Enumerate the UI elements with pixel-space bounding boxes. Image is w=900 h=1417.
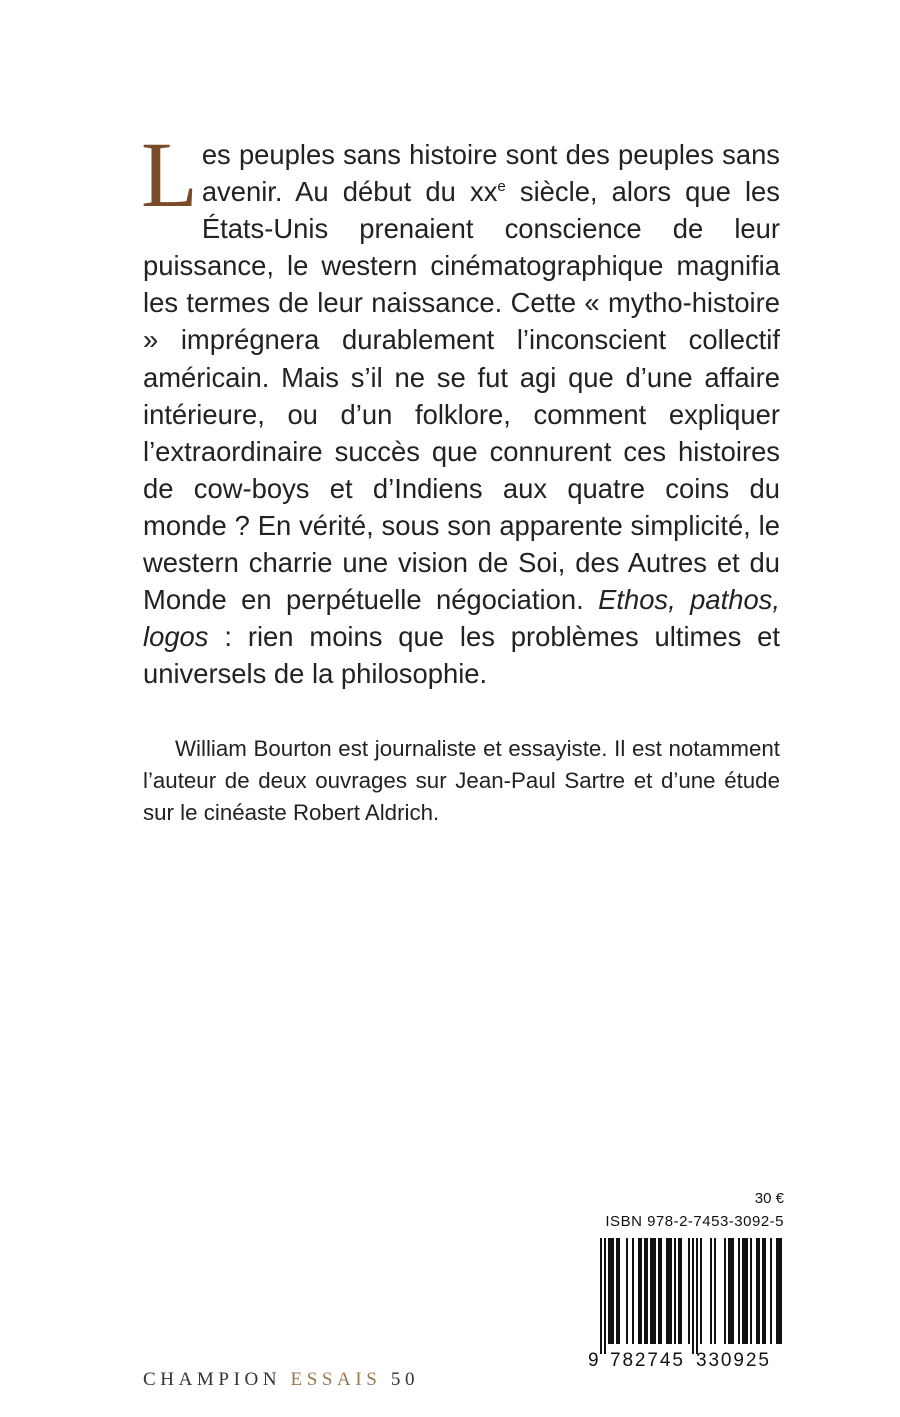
barcode-bar-1 <box>604 1238 606 1354</box>
barcode-bars <box>588 1238 784 1356</box>
author-bio <box>143 733 780 830</box>
barcode-bar-18 <box>714 1238 716 1344</box>
century-superscript: e <box>497 177 506 195</box>
blurb-text-2: siècle, alors que les États-Unis prenaient conscience de leur puissance, le western cinématographique magnifia les termes de leur naissance. Cette « mytho-histoire » imprégnera durablement l’inconscient collectif américain. Mais s’il ne se fut agi que d’une affaire intérieure, ou d’un folklore, comment expliquer l’extraordinaire succès que connurent ces histoires de cow-boys et d’Indiens aux quatre coins du monde ? En vérité, sous son apparente simplicité, le western charrie une vision de Soi, des Autres et du Monde en perpétuelle négociation. <box>143 176 780 616</box>
barcode-bar-7 <box>644 1238 648 1344</box>
barcode-bar-20 <box>728 1238 734 1344</box>
barcode-block <box>588 1190 784 1390</box>
series-publisher: CHAMPION <box>143 1369 282 1390</box>
barcode-bar-16 <box>700 1238 702 1344</box>
century-numeral: xx <box>470 176 498 208</box>
barcode-bar-26 <box>770 1238 772 1344</box>
price-label: 30 € <box>754 1190 784 1207</box>
barcode-bar-10 <box>666 1238 672 1344</box>
blurb-text-1: es peuples sans histoire sont des peuples sans avenir. Au début du <box>201 139 780 208</box>
series-collection: ESSAIS <box>290 1369 382 1390</box>
barcode-digits-left: 782745 <box>610 1350 685 1371</box>
barcode-bar-22 <box>742 1238 748 1344</box>
blurb-italic-terms: Ethos, pathos, logos <box>143 584 780 653</box>
series-line <box>143 1369 419 1391</box>
barcode-bar-17 <box>710 1238 712 1344</box>
barcode-bar-27 <box>776 1238 782 1344</box>
series-number: 50 <box>390 1369 420 1390</box>
barcode-bar-21 <box>738 1238 740 1344</box>
back-cover-blurb <box>141 124 780 692</box>
barcode-bar-8 <box>650 1238 656 1344</box>
author-bio-text: William Bourton est journaliste et essayiste. Il est notamment l’auteur de deux ouvrages sur Jean-Paul Sartre et d’une étude sur le cinéaste Robert Aldrich. <box>143 736 780 826</box>
barcode-bar-5 <box>632 1238 634 1344</box>
barcode-bar-3 <box>616 1238 620 1344</box>
barcode-bar-13 <box>688 1238 690 1344</box>
barcode-bar-0 <box>600 1238 602 1354</box>
barcode-bar-25 <box>762 1238 766 1344</box>
blurb-paragraph <box>141 124 780 692</box>
drop-cap: L <box>141 124 198 227</box>
barcode-bar-6 <box>638 1238 642 1344</box>
barcode-bar-2 <box>608 1238 614 1344</box>
barcode-digit-first: 9 <box>588 1350 599 1371</box>
barcode-bar-12 <box>678 1238 682 1344</box>
barcode-digits-right: 330925 <box>696 1350 771 1371</box>
barcode-bar-24 <box>756 1238 760 1344</box>
barcode-bar-14 <box>692 1238 694 1354</box>
barcode-bar-4 <box>626 1238 628 1344</box>
barcode-bar-15 <box>696 1238 698 1354</box>
barcode-bar-9 <box>658 1238 662 1344</box>
barcode-bar-19 <box>724 1238 726 1344</box>
blurb-text-3: : rien moins que les problèmes ultimes et universels de la philosophie. <box>143 621 780 690</box>
barcode-bar-23 <box>750 1238 752 1344</box>
isbn-label: ISBN 978-2-7453-3092-5 <box>605 1213 784 1230</box>
barcode-bar-11 <box>674 1238 676 1344</box>
